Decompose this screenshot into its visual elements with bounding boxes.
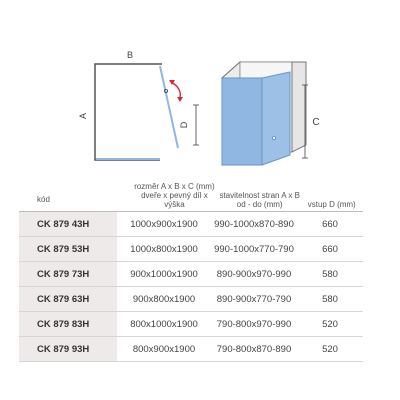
perspective-view bbox=[222, 62, 320, 165]
row-code: CK 879 43H bbox=[19, 212, 117, 236]
glass-fixed-panel bbox=[222, 78, 262, 165]
row-code: CK 879 83H bbox=[19, 312, 117, 336]
table-row bbox=[19, 212, 363, 237]
row-size: 800x900x1900 bbox=[132, 343, 196, 355]
row-size: 1000x900x1900 bbox=[130, 218, 198, 230]
table-row bbox=[19, 337, 363, 362]
row-entry: 580 bbox=[322, 268, 338, 280]
row-entry: 660 bbox=[322, 243, 338, 255]
row-entry: 520 bbox=[322, 318, 338, 330]
arrowhead-icon bbox=[177, 97, 183, 102]
shower-enclosure-diagram bbox=[0, 0, 400, 180]
header-code: kód bbox=[37, 195, 50, 204]
row-entry: 660 bbox=[322, 218, 338, 230]
header-adjustability: stavitelnost stran A x B od - do (mm) bbox=[219, 191, 300, 209]
table-row bbox=[19, 237, 363, 262]
table-row bbox=[19, 312, 363, 337]
dimension-label-d: D bbox=[179, 121, 189, 129]
row-size: 800x1000x1900 bbox=[130, 318, 198, 330]
dimension-label-a: A bbox=[78, 112, 88, 120]
glass-door-plan bbox=[160, 66, 178, 148]
dimension-label-c: C bbox=[312, 117, 320, 128]
door-swing-arrow-icon bbox=[171, 82, 180, 98]
row-entry: 520 bbox=[322, 343, 338, 355]
dimension-label-b: B bbox=[126, 50, 134, 60]
row-size: 900x800x1900 bbox=[132, 293, 196, 305]
row-adjustability: 790-800x970-990 bbox=[216, 318, 292, 330]
wall-outline bbox=[95, 64, 162, 160]
specification-table bbox=[19, 182, 363, 362]
row-adjustability: 990-1000x770-790 bbox=[214, 243, 294, 255]
plan-view bbox=[78, 50, 199, 160]
header-size: rozměr A x B x C (mm) dveře x pevný díl x výška bbox=[134, 182, 215, 209]
row-entry: 580 bbox=[322, 293, 338, 305]
row-code: CK 879 93H bbox=[19, 337, 117, 361]
table-row bbox=[19, 262, 363, 287]
glass-door-panel bbox=[262, 72, 290, 165]
row-size: 1000x800x1900 bbox=[130, 243, 198, 255]
table-row bbox=[19, 287, 363, 312]
row-adjustability: 890-900x770-790 bbox=[216, 293, 292, 305]
header-entry: vstup D (mm) bbox=[307, 200, 356, 209]
row-code: CK 879 53H bbox=[19, 237, 117, 261]
row-code: CK 879 73H bbox=[19, 262, 117, 286]
wall-right bbox=[292, 62, 306, 152]
row-adjustability: 990-1000x870-890 bbox=[214, 218, 294, 230]
row-adjustability: 790-800x870-890 bbox=[216, 343, 292, 355]
row-code: CK 879 63H bbox=[19, 287, 117, 311]
row-adjustability: 890-900x970-990 bbox=[216, 268, 292, 280]
row-size: 900x1000x1900 bbox=[130, 268, 198, 280]
table-header bbox=[19, 182, 363, 212]
door-handle-icon bbox=[273, 137, 276, 140]
